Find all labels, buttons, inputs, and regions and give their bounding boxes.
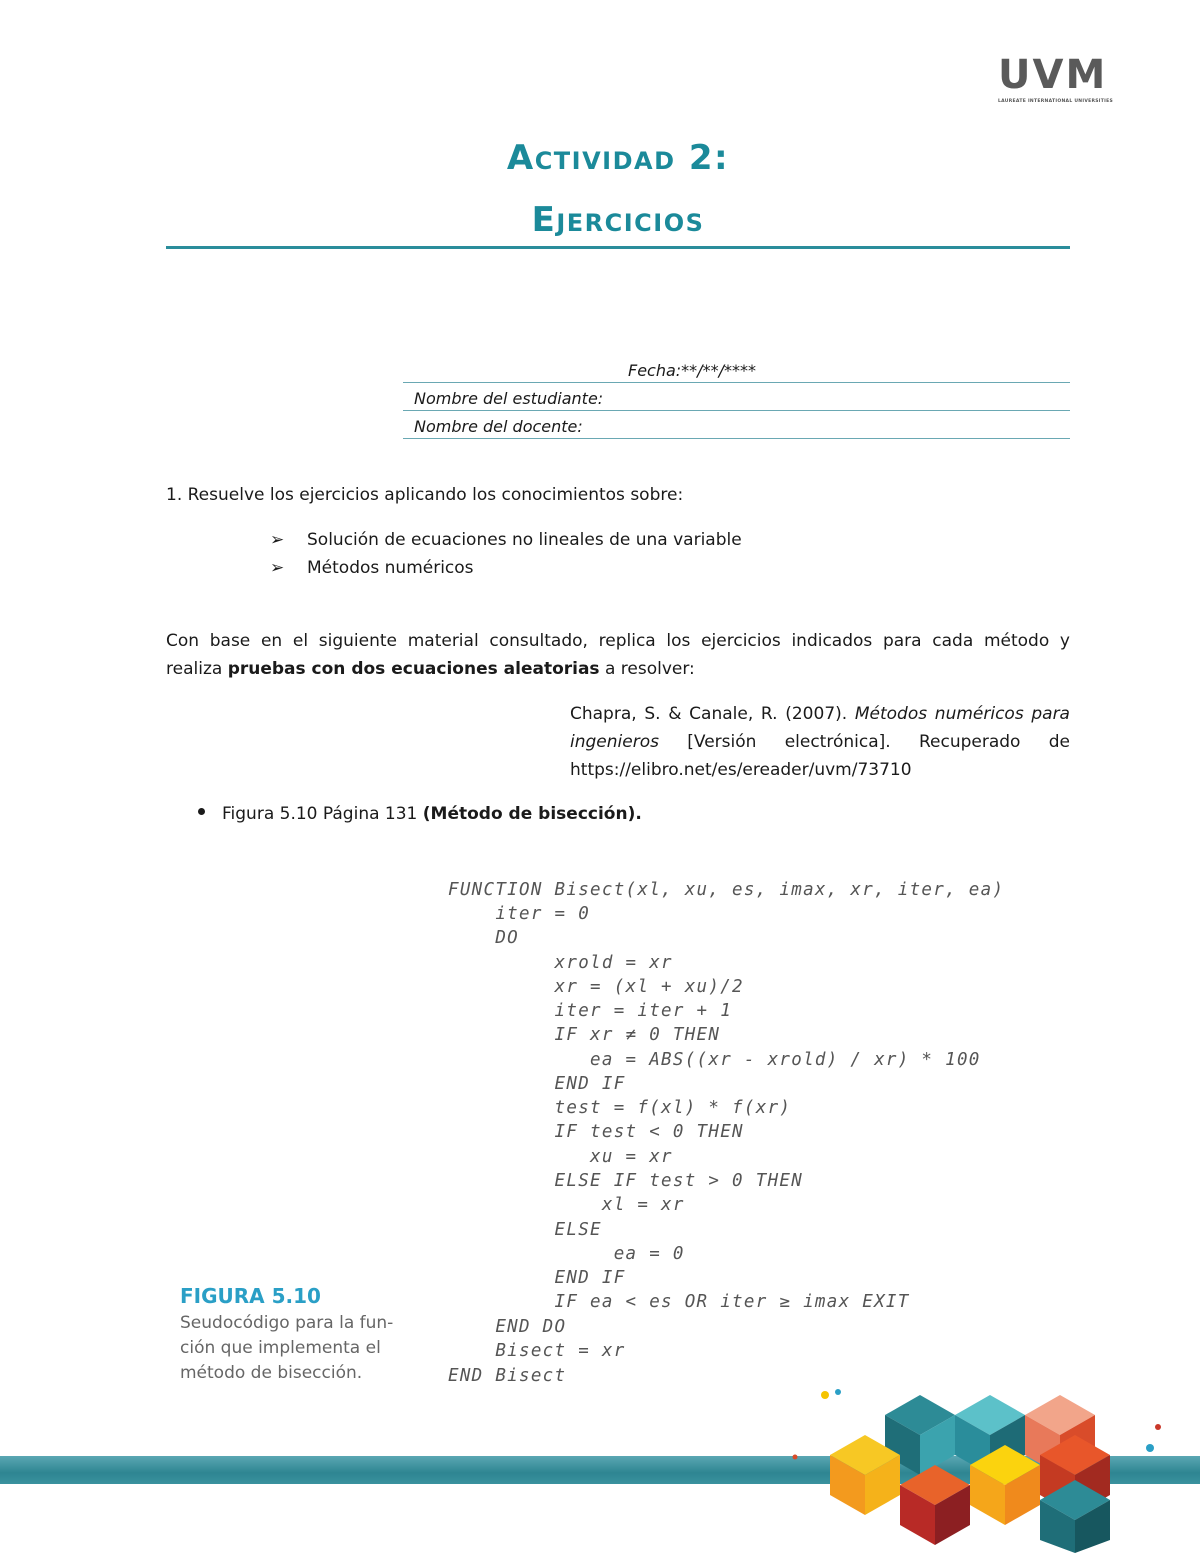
code-line: ELSE IF test > 0 THEN [448,1171,804,1191]
reference-version: [Versión electrónica]. Recuperado de [658,732,1070,752]
arrow-bullet-icon: ➢ [270,530,285,550]
figure-caption-text: Seudocódigo para la fun-ción que implementa el método de bisección. [180,1313,394,1383]
student-name-field [403,383,1070,411]
teacher-name-field [403,411,1070,439]
arrow-bullet-icon: ➢ [270,558,285,578]
paragraph-bold-text: pruebas con dos ecuaciones aleatorias [227,659,600,679]
code-line: xrold = xr [448,953,673,973]
code-line: xu = xr [448,1147,673,1167]
code-line: END DO [448,1317,567,1337]
topic-nonlinear-equations: Solución de ecuaciones no lineales de una variable [307,530,742,550]
code-line: FUNCTION Bisect(xl, xu, es, imax, xr, iter, ea) [448,880,1005,900]
uvm-logo [998,52,1122,107]
code-line: Bisect = xr [448,1341,626,1361]
paragraph-line-1: Con base en el siguiente material consultado, replica los ejercicios indicados para cada método y [166,631,1070,651]
student-label: Nombre del estudiante: [414,389,604,408]
code-line: IF test < 0 THEN [448,1122,744,1142]
code-line: IF xr ≠ 0 THEN [448,1025,721,1045]
code-line: xl = xr [448,1195,685,1215]
teacher-label: Nombre del docente: [414,417,583,436]
code-line: iter = iter + 1 [448,1001,733,1021]
instruction-paragraph [166,627,1070,683]
date-label: Fecha:**/**/**** [628,361,756,380]
figure-item-label: Figura 5.10 Página 131 [222,804,423,824]
code-line: DO [448,928,520,948]
paragraph-line-2-post: a resolver: [599,659,695,679]
date-field [403,355,1070,383]
bibliographic-reference [570,700,1070,784]
logo-text: UVM [998,52,1108,98]
code-line: IF ea < es OR iter ≥ imax EXIT [448,1292,910,1312]
topic-numerical-methods: Métodos numéricos [307,558,474,578]
code-line: test = f(xl) * f(xr) [448,1098,792,1118]
paragraph-line-2-pre: realiza [166,659,228,679]
reference-authors: Chapra, S. & Canale, R. (2007). [570,704,855,724]
code-line: iter = 0 [448,904,591,924]
title-divider [166,246,1070,249]
reference-title-a: Métodos numéricos para [854,704,1070,724]
title-activity: Actividad 2: [506,138,730,178]
code-line: xr = (xl + xu)/2 [448,977,744,997]
figure-reference-item [222,800,642,828]
code-line: ea = ABS((xr - xrold) / xr) * 100 [448,1050,981,1070]
bullet-dot-icon [198,808,205,815]
figure-item-method: (Método de bisección). [422,804,642,824]
instruction-item-1: 1. Resuelve los ejercicios aplicando los conocimientos sobre: [166,485,684,505]
code-line: ELSE [448,1220,602,1240]
figure-caption-title: FIGURA 5.10 [180,1284,321,1308]
code-line: END IF [448,1074,626,1094]
reference-url[interactable]: https://elibro.net/es/ereader/uvm/73710 [570,760,912,780]
logo-subtitle: LAUREATE INTERNATIONAL UNIVERSITIES [998,99,1114,104]
code-line: END IF [448,1268,626,1288]
title-exercises: Ejercicios [531,200,705,240]
decorative-cubes-graphic [790,1375,1180,1553]
code-line: END Bisect [448,1366,567,1386]
code-line: ea = 0 [448,1244,685,1264]
reference-title-b: ingenieros [570,732,659,752]
